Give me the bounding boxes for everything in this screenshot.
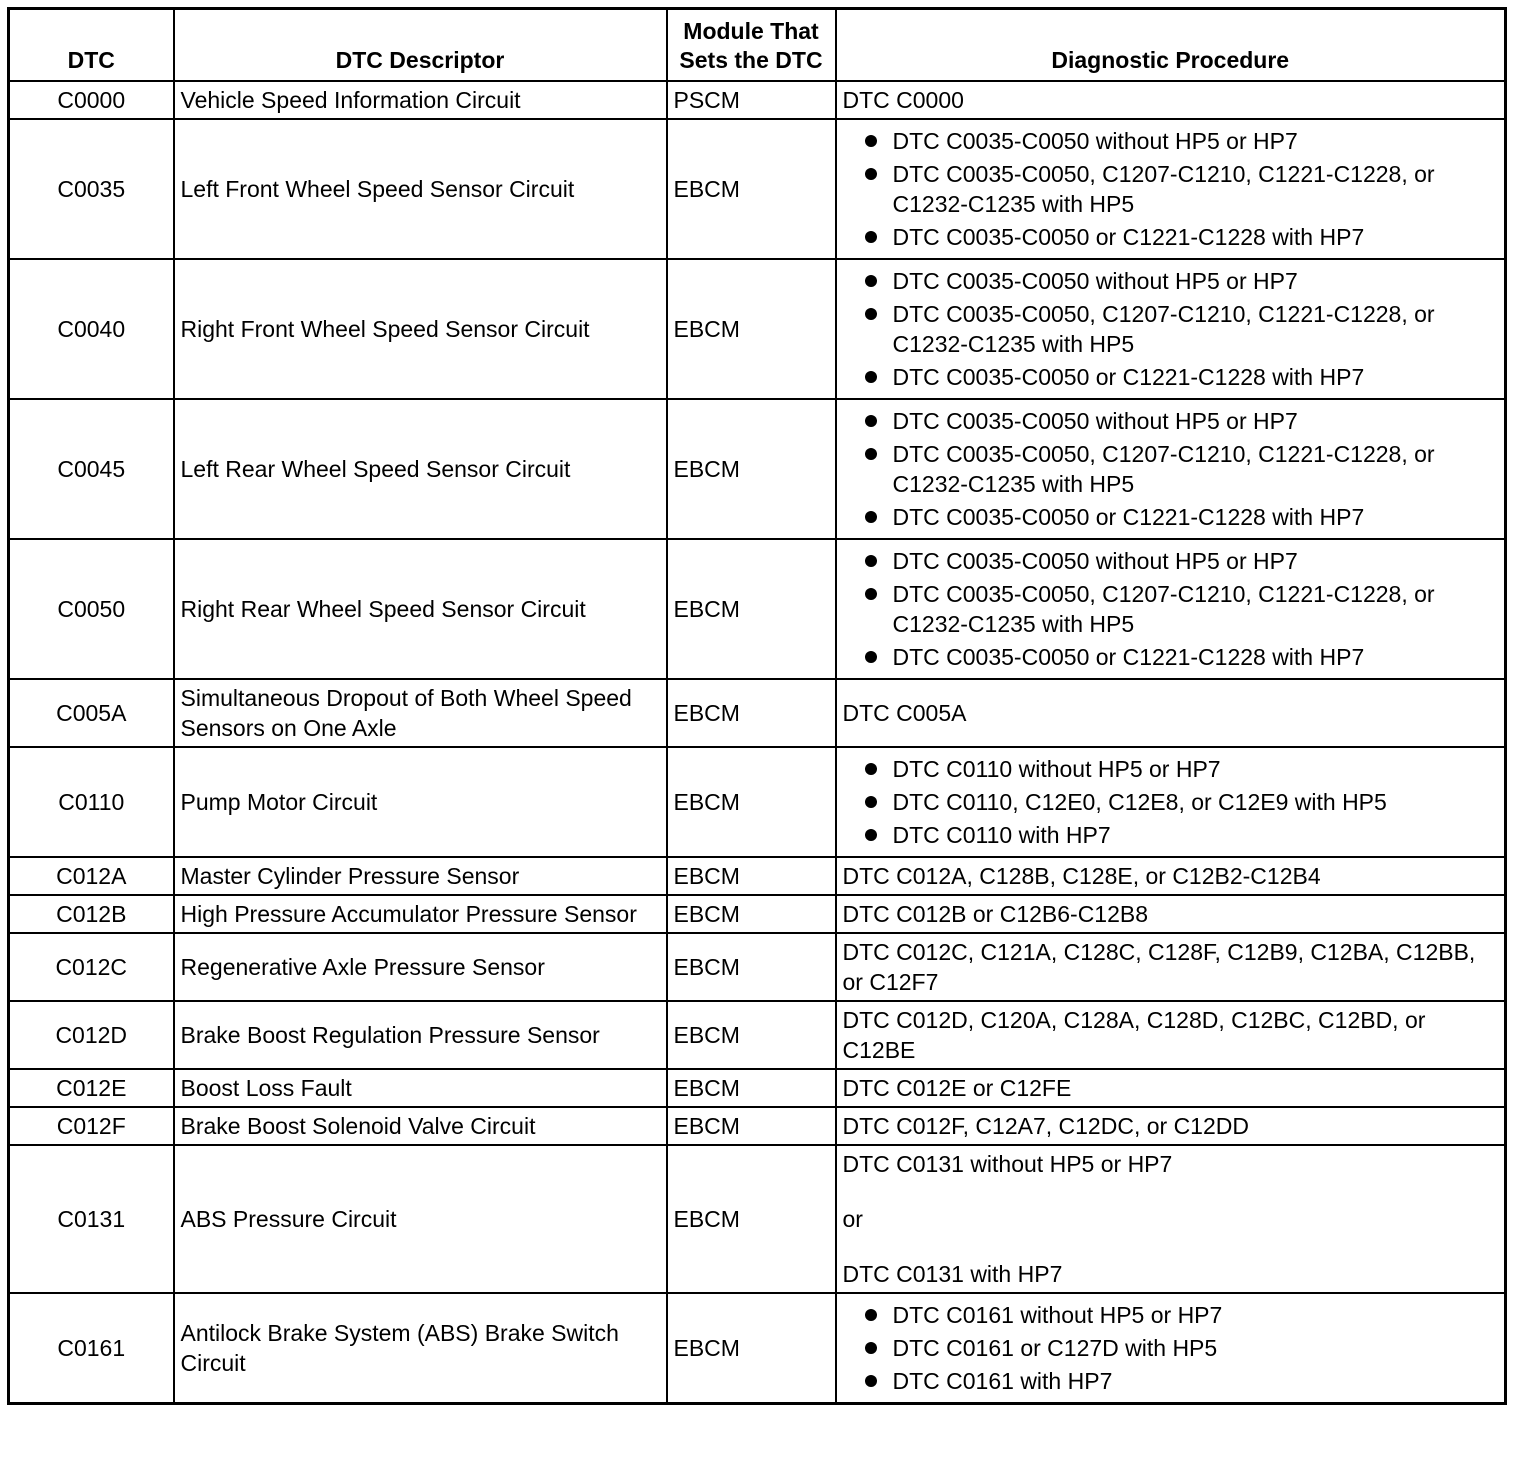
dtc-code-cell: C0050 [9, 539, 174, 679]
procedure-cell [836, 119, 1506, 259]
dtc-code-cell: C012F [9, 1107, 174, 1145]
module-cell: EBCM [667, 259, 836, 399]
procedure-cell [836, 747, 1506, 857]
procedure-cell [836, 1293, 1506, 1404]
procedure-cell [836, 679, 1506, 747]
dtc-table [7, 7, 1507, 1405]
procedure-link[interactable]: DTC C0131 without HP5 or HP7 [842, 1150, 1173, 1177]
header-descriptor: DTC Descriptor [174, 9, 667, 81]
bullet-icon [865, 651, 877, 663]
table-row [9, 857, 1506, 895]
table-row [9, 259, 1506, 399]
procedure-link[interactable]: DTC C012A, C128B, C128E, or C12B2-C12B4 [842, 862, 1321, 889]
procedure-cell [836, 1145, 1506, 1293]
dtc-descriptor-cell: Vehicle Speed Information Circuit [174, 81, 667, 119]
procedure-link[interactable]: DTC C0035-C0050, C1207-C1210, C1221-C1228, or C1232-C1235 with HP5 [892, 440, 1435, 497]
procedure-link[interactable]: DTC C012F, C12A7, C12DC, or C12DD [842, 1112, 1249, 1139]
bullet-icon [865, 275, 877, 287]
module-cell: EBCM [667, 933, 836, 1001]
dtc-code-cell: C0161 [9, 1293, 174, 1404]
dtc-code-cell: C0000 [9, 81, 174, 119]
table-row [9, 679, 1506, 747]
table-row [9, 933, 1506, 1001]
procedure-link[interactable]: DTC C0110, C12E0, C12E8, or C12E9 with HP5 [892, 788, 1387, 815]
procedure-link[interactable]: DTC C0035-C0050, C1207-C1210, C1221-C1228, or C1232-C1235 with HP5 [892, 580, 1435, 637]
procedure-link[interactable]: DTC C0110 without HP5 or HP7 [892, 755, 1221, 782]
dtc-code-cell: C0131 [9, 1145, 174, 1293]
procedure-list-item [843, 579, 1499, 639]
dtc-descriptor-cell: Brake Boost Solenoid Valve Circuit [174, 1107, 667, 1145]
procedure-link[interactable]: DTC C012C, C121A, C128C, C128F, C12B9, C12BA, C12BB, or C12F7 [842, 938, 1476, 995]
dtc-code-cell: C012B [9, 895, 174, 933]
header-module-line1: Module That [683, 17, 819, 44]
procedure-list-item [843, 266, 1499, 296]
dtc-descriptor-cell: Pump Motor Circuit [174, 747, 667, 857]
procedure-list-item [843, 299, 1499, 359]
dtc-code-cell: C0110 [9, 747, 174, 857]
procedure-list-item [843, 222, 1499, 252]
procedure-list-item [843, 126, 1499, 156]
table-row [9, 399, 1506, 539]
procedure-link[interactable]: DTC C005A [842, 699, 967, 726]
procedure-list [843, 546, 1499, 672]
dtc-descriptor-cell: High Pressure Accumulator Pressure Sensor [174, 895, 667, 933]
table-row [9, 119, 1506, 259]
procedure-list [843, 1300, 1499, 1396]
procedure-list-item [843, 1333, 1499, 1363]
procedure-list [843, 406, 1499, 532]
procedure-cell [836, 1107, 1506, 1145]
header-procedure: Diagnostic Procedure [836, 9, 1506, 81]
procedure-list [843, 754, 1499, 850]
procedure-link[interactable]: DTC C0161 with HP7 [892, 1367, 1113, 1394]
procedure-link[interactable]: DTC C0035-C0050 or C1221-C1228 with HP7 [892, 503, 1365, 530]
procedure-list-item [843, 502, 1499, 532]
procedure-cell [836, 399, 1506, 539]
dtc-code-cell: C0045 [9, 399, 174, 539]
procedure-list-item [843, 439, 1499, 499]
bullet-icon [865, 448, 877, 460]
bullet-icon [865, 1309, 877, 1321]
procedure-link[interactable]: DTC C0035-C0050 without HP5 or HP7 [892, 127, 1298, 154]
dtc-descriptor-cell: Left Front Wheel Speed Sensor Circuit [174, 119, 667, 259]
procedure-cell [836, 857, 1506, 895]
procedure-link[interactable]: DTC C0161 or C127D with HP5 [892, 1334, 1218, 1361]
header-row [9, 9, 1506, 81]
bullet-icon [865, 135, 877, 147]
dtc-descriptor-cell: Simultaneous Dropout of Both Wheel Speed Sensors on One Axle [174, 679, 667, 747]
module-cell: EBCM [667, 1107, 836, 1145]
bullet-icon [865, 555, 877, 567]
dtc-code-cell: C005A [9, 679, 174, 747]
procedure-list-item [843, 159, 1499, 219]
module-cell: EBCM [667, 1001, 836, 1069]
table-row [9, 895, 1506, 933]
procedure-list-item [843, 546, 1499, 576]
procedure-link[interactable]: DTC C012D, C120A, C128A, C128D, C12BC, C12BD, or C12BE [842, 1006, 1426, 1063]
procedure-link[interactable]: DTC C0110 with HP7 [892, 821, 1111, 848]
module-cell: EBCM [667, 399, 836, 539]
dtc-code-cell: C012A [9, 857, 174, 895]
procedure-spacer [843, 1234, 1499, 1259]
header-module-line2: Sets the DTC [679, 46, 823, 73]
procedure-list-item [843, 642, 1499, 672]
module-cell: EBCM [667, 747, 836, 857]
bullet-icon [865, 1342, 877, 1354]
dtc-code-cell: C012D [9, 1001, 174, 1069]
dtc-code-cell: C0035 [9, 119, 174, 259]
procedure-list-item [843, 754, 1499, 784]
table-row [9, 1107, 1506, 1145]
module-cell: EBCM [667, 679, 836, 747]
procedure-link[interactable]: DTC C0035-C0050 without HP5 or HP7 [892, 547, 1298, 574]
dtc-code-cell: C0040 [9, 259, 174, 399]
procedure-link[interactable]: DTC C0035-C0050, C1207-C1210, C1221-C1228, or C1232-C1235 with HP5 [892, 160, 1435, 217]
dtc-descriptor-cell: Regenerative Axle Pressure Sensor [174, 933, 667, 1001]
procedure-list-item [843, 820, 1499, 850]
bullet-icon [865, 231, 877, 243]
module-cell: EBCM [667, 1293, 836, 1404]
procedure-cell [836, 933, 1506, 1001]
procedure-list-item [843, 1300, 1499, 1330]
procedure-link[interactable]: DTC C012B or C12B6-C12B8 [842, 900, 1149, 927]
procedure-cell [836, 1001, 1506, 1069]
module-cell: EBCM [667, 539, 836, 679]
bullet-icon [865, 763, 877, 775]
procedure-link[interactable]: DTC C0035-C0050 or C1221-C1228 with HP7 [892, 363, 1365, 390]
header-dtc: DTC [9, 9, 174, 81]
table-row [9, 1069, 1506, 1107]
procedure-link[interactable]: DTC C0035-C0050 or C1221-C1228 with HP7 [892, 643, 1365, 670]
procedure-link[interactable]: DTC C0035-C0050 or C1221-C1228 with HP7 [892, 223, 1365, 250]
procedure-cell [836, 895, 1506, 933]
dtc-descriptor-cell: Left Rear Wheel Speed Sensor Circuit [174, 399, 667, 539]
dtc-descriptor-cell: Master Cylinder Pressure Sensor [174, 857, 667, 895]
bullet-icon [865, 415, 877, 427]
table-row [9, 747, 1506, 857]
dtc-descriptor-cell: Right Rear Wheel Speed Sensor Circuit [174, 539, 667, 679]
module-cell: PSCM [667, 81, 836, 119]
procedure-cell [836, 81, 1506, 119]
module-cell: EBCM [667, 1069, 836, 1107]
header-module [667, 9, 836, 81]
module-cell: EBCM [667, 857, 836, 895]
table-row [9, 1145, 1506, 1293]
bullet-icon [865, 796, 877, 808]
procedure-list-item [843, 362, 1499, 392]
table-row [9, 81, 1506, 119]
procedure-link[interactable]: DTC C0035-C0050 without HP5 or HP7 [892, 407, 1298, 434]
dtc-code-cell: C012E [9, 1069, 174, 1107]
table-row [9, 539, 1506, 679]
bullet-icon [865, 371, 877, 383]
procedure-spacer [843, 1179, 1499, 1204]
procedure-list-item [843, 406, 1499, 436]
dtc-descriptor-cell: Brake Boost Regulation Pressure Sensor [174, 1001, 667, 1069]
procedure-list [843, 126, 1499, 252]
procedure-link[interactable]: DTC C0161 without HP5 or HP7 [892, 1301, 1223, 1328]
procedure-list-item [843, 787, 1499, 817]
procedure-link[interactable]: DTC C0035-C0050 without HP5 or HP7 [892, 267, 1298, 294]
bullet-icon [865, 829, 877, 841]
table-row [9, 1001, 1506, 1069]
procedure-cell [836, 539, 1506, 679]
module-cell: EBCM [667, 1145, 836, 1293]
bullet-icon [865, 1375, 877, 1387]
bullet-icon [865, 588, 877, 600]
module-cell: EBCM [667, 119, 836, 259]
dtc-code-cell: C012C [9, 933, 174, 1001]
procedure-link[interactable]: DTC C0000 [842, 86, 964, 113]
procedure-separator: or [842, 1205, 863, 1232]
dtc-descriptor-cell: Right Front Wheel Speed Sensor Circuit [174, 259, 667, 399]
table-row [9, 1293, 1506, 1404]
table-body [9, 81, 1506, 1404]
procedure-link[interactable]: DTC C0035-C0050, C1207-C1210, C1221-C1228, or C1232-C1235 with HP5 [892, 300, 1435, 357]
procedure-link[interactable]: DTC C0131 with HP7 [842, 1260, 1063, 1287]
procedure-list-item [843, 1366, 1499, 1396]
procedure-cell [836, 259, 1506, 399]
bullet-icon [865, 168, 877, 180]
dtc-descriptor-cell: Boost Loss Fault [174, 1069, 667, 1107]
dtc-descriptor-cell: Antilock Brake System (ABS) Brake Switch Circuit [174, 1293, 667, 1404]
bullet-icon [865, 308, 877, 320]
bullet-icon [865, 511, 877, 523]
module-cell: EBCM [667, 895, 836, 933]
procedure-list [843, 266, 1499, 392]
procedure-link[interactable]: DTC C012E or C12FE [842, 1074, 1072, 1101]
procedure-cell [836, 1069, 1506, 1107]
dtc-descriptor-cell: ABS Pressure Circuit [174, 1145, 667, 1293]
